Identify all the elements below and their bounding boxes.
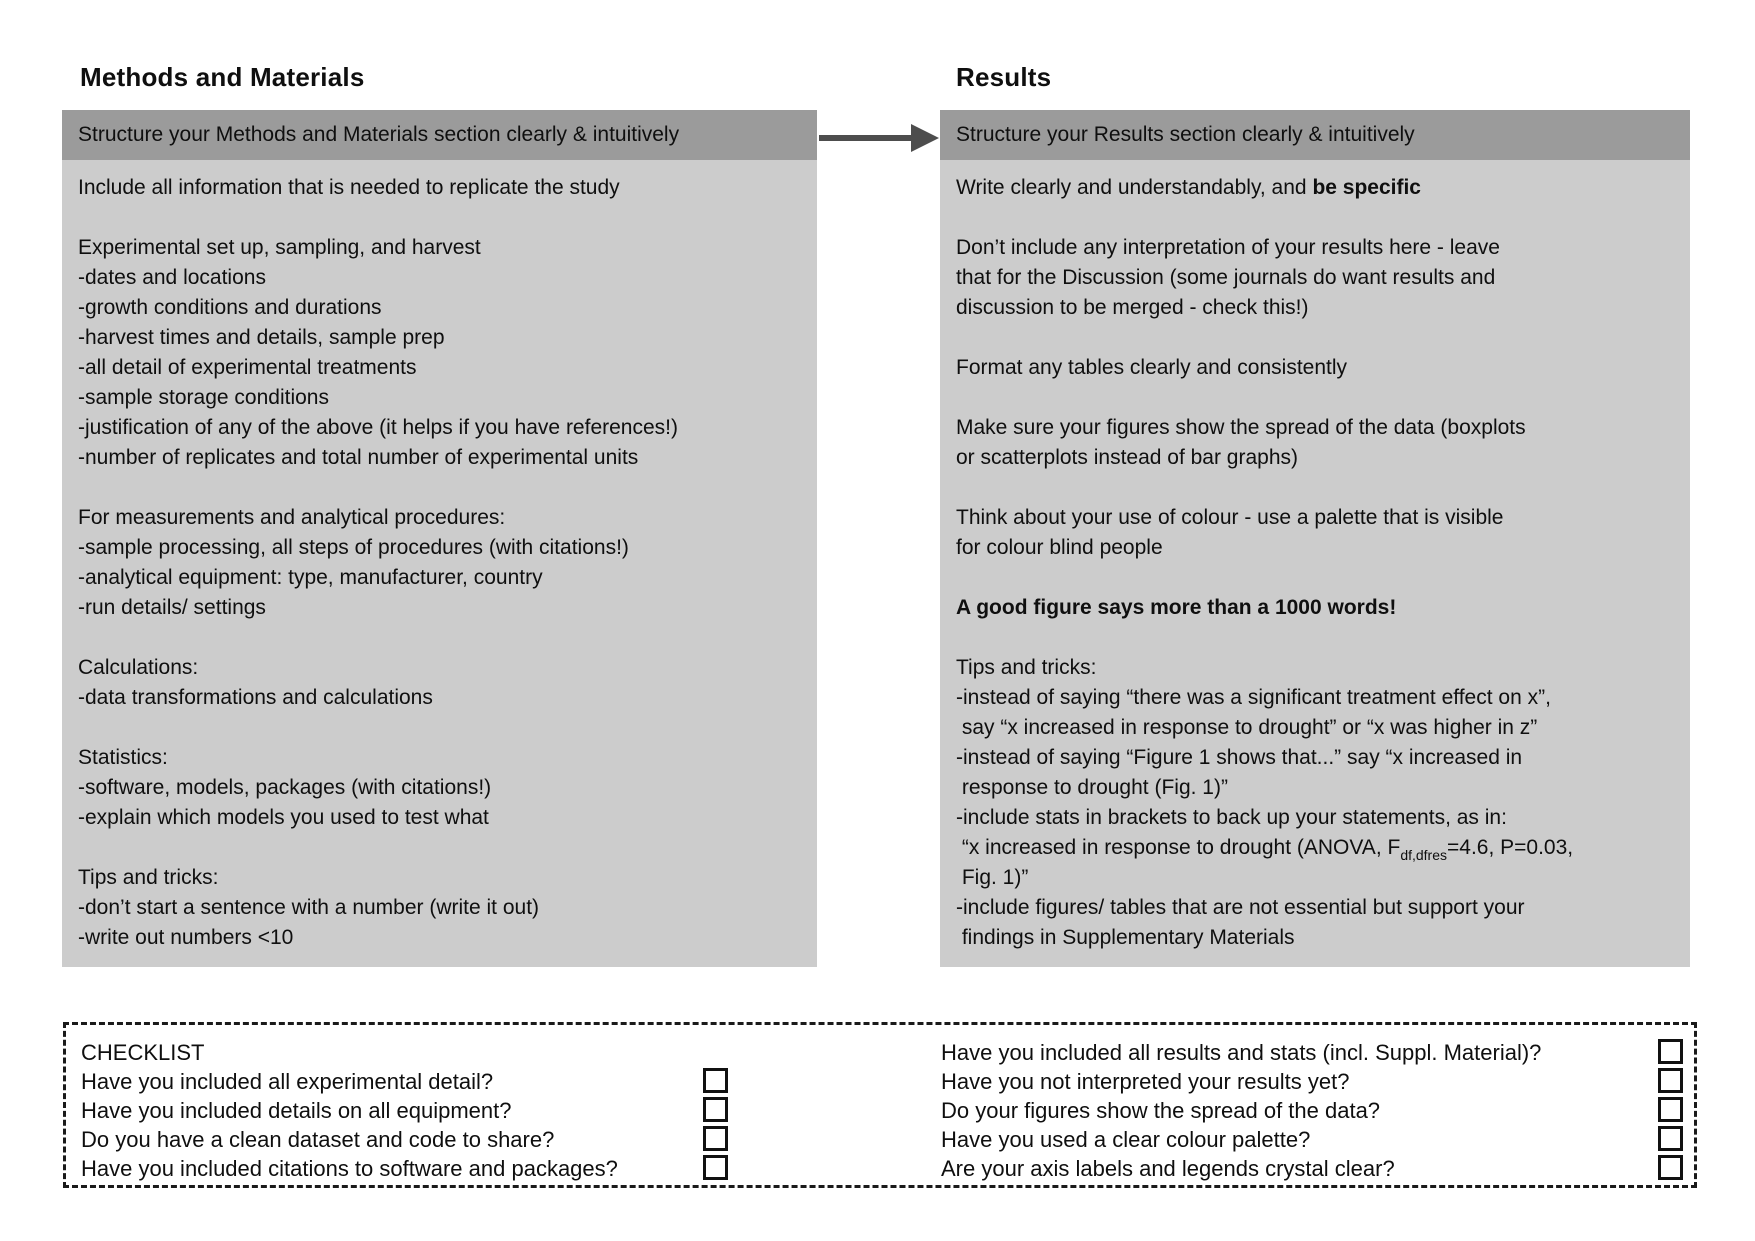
checklist-item-label: Do your figures show the spread of the data? <box>941 1098 1381 1123</box>
checklist-checkbox[interactable] <box>1658 1068 1683 1093</box>
results-header-bar <box>940 110 1690 160</box>
checklist-item <box>941 1125 1696 1154</box>
checklist-checkbox[interactable] <box>1658 1126 1683 1151</box>
text-line: -justification of any of the above (it helps if you have references!) <box>78 416 678 439</box>
text-line: Tips and tricks: <box>956 656 1097 679</box>
text-line: Write clearly and understandably, and be specific <box>956 176 1421 199</box>
checklist-item-label: Have you included citations to software and packages? <box>81 1156 618 1181</box>
text-line: -write out numbers <10 <box>78 926 294 949</box>
text-line: or scatterplots instead of bar graphs) <box>956 446 1299 469</box>
text-line <box>78 203 817 233</box>
text-line: -software, models, packages (with citations!) <box>78 776 492 799</box>
checklist-item-label: Do you have a clean dataset and code to share? <box>81 1127 555 1152</box>
text-line: “x increased in response to drought (ANOVA, $F_{df,dfres}=4.6$, P=0.03, <box>956 836 1574 863</box>
text-line: For measurements and analytical procedures: <box>78 506 506 529</box>
text-line <box>956 473 1690 503</box>
text-line: that for the Discussion (some journals do want results and <box>956 266 1496 289</box>
checklist-item <box>941 1038 1696 1067</box>
text-line: discussion to be merged - check this!) <box>956 296 1309 319</box>
text-line: Tips and tricks: <box>78 866 219 889</box>
checklist-item <box>81 1125 851 1154</box>
methods-header-text: Structure your Methods and Materials section clearly & intuitively <box>78 123 680 146</box>
text-line: -number of replicates and total number of experimental units <box>78 446 639 469</box>
text-line: -sample processing, all steps of procedures (with citations!) <box>78 536 629 559</box>
text-line: -sample storage conditions <box>78 386 329 409</box>
text-line: -harvest times and details, sample prep <box>78 326 445 349</box>
text-line: Calculations: <box>78 656 199 679</box>
text-line <box>956 323 1690 353</box>
text-line: Don’t include any interpretation of your results here - leave <box>956 236 1500 259</box>
text-line: A good figure says more than a 1000 words! <box>956 596 1397 619</box>
text-line: -instead of saying “Figure 1 shows that...” say “x increased in <box>956 746 1523 769</box>
text-line <box>78 473 817 503</box>
checklist-item-label: Have you not interpreted your results yet? <box>941 1069 1350 1094</box>
checklist-item <box>81 1154 851 1183</box>
text-line: say “x increased in response to drought” or “x was higher in z” <box>956 716 1538 739</box>
checklist-checkbox[interactable] <box>703 1126 728 1151</box>
text-line <box>956 203 1690 233</box>
checklist-item <box>941 1154 1696 1183</box>
text-line: -instead of saying “there was a significant treatment effect on x”, <box>956 686 1551 709</box>
results-title: Results <box>956 62 1052 92</box>
checklist-item-label: Have you included all experimental detail? <box>81 1069 494 1094</box>
text-line <box>956 623 1690 653</box>
text-line: findings in Supplementary Materials <box>956 926 1295 949</box>
text-line <box>956 383 1690 413</box>
checklist-item-label: Have you used a clear colour palette? <box>941 1127 1311 1152</box>
text-line: -don’t start a sentence with a number (write it out) <box>78 896 540 919</box>
text-line <box>956 563 1690 593</box>
text-line: Include all information that is needed to replicate the study <box>78 176 620 199</box>
checklist-item <box>81 1096 851 1125</box>
checklist-checkbox[interactable] <box>703 1097 728 1122</box>
results-header-text: Structure your Results section clearly & intuitively <box>956 123 1415 146</box>
text-line: Format any tables clearly and consistently <box>956 356 1348 379</box>
text-line: Make sure your figures show the spread of the data (boxplots <box>956 416 1526 439</box>
text-line: response to drought (Fig. 1)” <box>956 776 1228 799</box>
text-line: Experimental set up, sampling, and harvest <box>78 236 481 259</box>
text-line: -analytical equipment: type, manufacturer, country <box>78 566 543 589</box>
text-line: -include stats in brackets to back up your statements, as in: <box>956 806 1507 829</box>
text-line: -explain which models you used to test what <box>78 806 489 829</box>
methods-body <box>62 160 817 967</box>
checklist-item <box>941 1067 1696 1096</box>
checklist-checkbox[interactable] <box>1658 1039 1683 1064</box>
arrow-head-icon <box>911 124 939 152</box>
checklist-item-label: Have you included all results and stats (incl. Suppl. Material)? <box>941 1040 1542 1065</box>
text-line: Fig. 1)” <box>956 866 1029 889</box>
checklist-title: CHECKLIST <box>81 1040 205 1065</box>
text-line <box>78 623 817 653</box>
checklist-item <box>941 1096 1696 1125</box>
checklist-item-label: Are your axis labels and legends crystal clear? <box>941 1156 1395 1181</box>
checklist-item <box>81 1067 851 1096</box>
results-body <box>940 160 1690 967</box>
text-line: -include figures/ tables that are not essential but support your <box>956 896 1525 919</box>
text-line <box>78 713 817 743</box>
checklist-checkbox[interactable] <box>1658 1097 1683 1122</box>
methods-title: Methods and Materials <box>80 62 365 92</box>
text-line: Think about your use of colour - use a palette that is visible <box>956 506 1504 529</box>
checklist-checkbox[interactable] <box>703 1068 728 1093</box>
arrow-line <box>819 135 915 141</box>
checklist-checkbox[interactable] <box>703 1155 728 1180</box>
methods-header-bar <box>62 110 817 160</box>
text-line: -all detail of experimental treatments <box>78 356 417 379</box>
text-line <box>78 833 817 863</box>
text-line: -growth conditions and durations <box>78 296 382 319</box>
text-line: for colour blind people <box>956 536 1163 559</box>
checklist-right-column <box>941 1038 1696 1183</box>
checklist-item-label: Have you included details on all equipment? <box>81 1098 512 1123</box>
text-line: -data transformations and calculations <box>78 686 433 709</box>
checklist-checkbox[interactable] <box>1658 1155 1683 1180</box>
text-line: Statistics: <box>78 746 168 769</box>
checklist-box <box>63 1022 1697 1188</box>
checklist-left-column <box>81 1038 851 1183</box>
text-line: -dates and locations <box>78 266 266 289</box>
text-line: -run details/ settings <box>78 596 266 619</box>
